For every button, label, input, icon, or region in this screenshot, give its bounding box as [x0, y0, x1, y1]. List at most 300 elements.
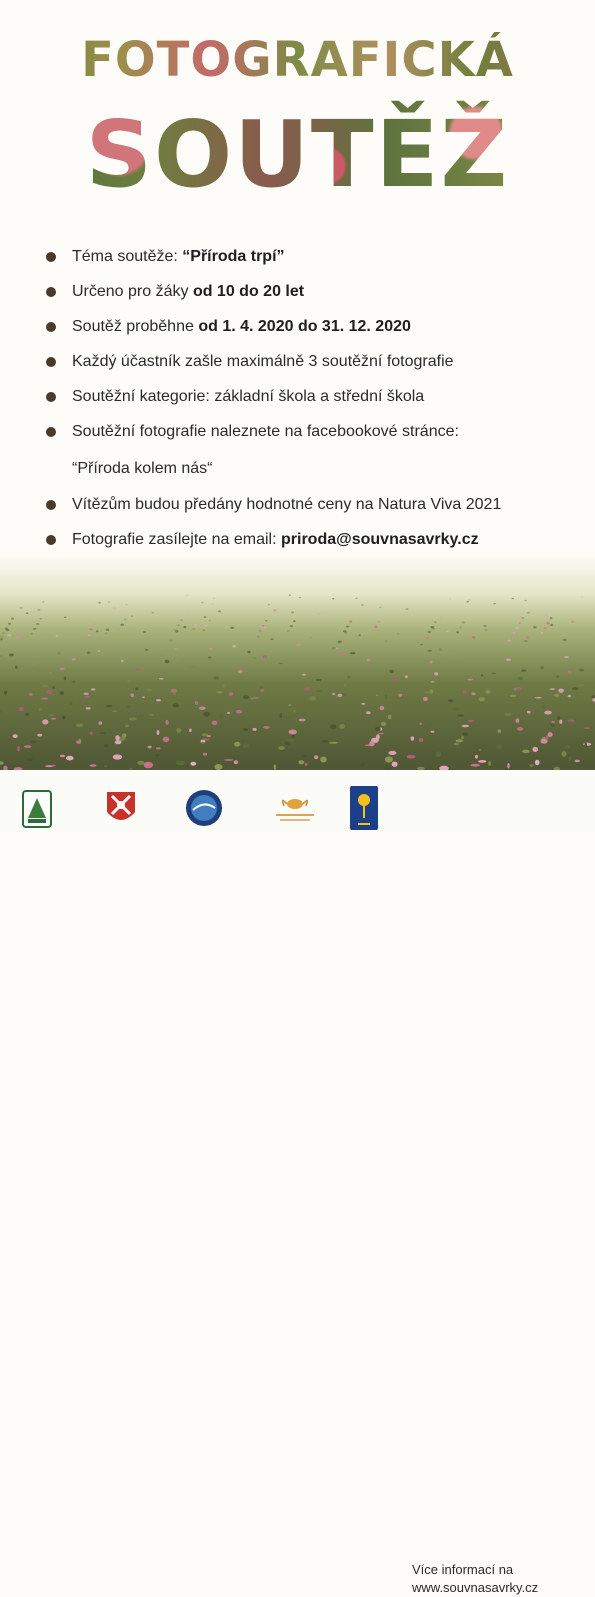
grass-tuft [203, 712, 210, 717]
grass-tuft [42, 684, 48, 687]
flower-blossom [544, 627, 547, 629]
grass-tuft [156, 754, 159, 756]
grass-tuft [8, 623, 11, 625]
grass-tuft [385, 756, 393, 762]
bullet-dot [46, 427, 56, 437]
grass-tuft [169, 639, 173, 641]
grass-tuft [243, 744, 250, 748]
grass-tuft [279, 713, 282, 718]
grass-tuft [463, 732, 469, 735]
grass-tuft [426, 722, 434, 725]
grass-tuft [200, 742, 206, 744]
flower-blossom [91, 688, 95, 690]
flower-blossom [186, 614, 189, 616]
flower-blossom [374, 626, 377, 628]
grass-tuft [286, 738, 294, 742]
flower-blossom [121, 660, 123, 663]
flower-blossom [378, 733, 384, 735]
grass-tuft [176, 761, 185, 766]
grass-tuft [180, 619, 183, 621]
flower-blossom [462, 725, 470, 728]
flower-blossom [98, 650, 101, 652]
grass-tuft [260, 686, 264, 688]
grass-tuft [497, 729, 501, 733]
flower-blossom [20, 607, 23, 609]
flower-blossom [51, 718, 56, 720]
grass-tuft [104, 744, 109, 747]
grass-tuft [533, 626, 536, 628]
grass-tuft [183, 626, 186, 628]
grass-tuft [562, 639, 566, 641]
more-info-label: Více informací na [412, 1562, 514, 1577]
flower-blossom [39, 618, 42, 620]
flower-blossom [305, 763, 308, 766]
grass-tuft [125, 725, 129, 728]
flower-blossom [535, 697, 542, 699]
czs-flower-logo [350, 786, 378, 830]
flower-blossom [366, 711, 371, 714]
flower-blossom [131, 615, 134, 617]
flower-blossom [165, 720, 168, 725]
grass-tuft [430, 626, 434, 628]
grass-tuft [64, 676, 67, 680]
grass-tuft [556, 675, 559, 678]
grass-tuft [143, 631, 146, 633]
grass-tuft [448, 699, 454, 702]
flower-blossom [8, 634, 12, 637]
flower-blossom [332, 693, 335, 695]
flower-blossom [156, 699, 161, 701]
flower-blossom [430, 661, 433, 664]
grass-tuft [58, 652, 61, 655]
grass-tuft [293, 620, 295, 622]
flower-blossom [575, 760, 580, 763]
grass-tuft [289, 594, 291, 596]
flower-blossom [411, 736, 415, 741]
grass-tuft [149, 714, 154, 716]
flower-blossom [398, 694, 402, 697]
rule-facebook [46, 417, 566, 452]
grass-tuft [30, 633, 33, 635]
grass-tuft [254, 657, 256, 659]
flower-blossom [379, 607, 381, 609]
flower-blossom [60, 668, 65, 670]
chef-crest-logo [104, 788, 138, 830]
grass-tuft [72, 681, 76, 684]
grass-tuft [321, 740, 329, 743]
grass-tuft [243, 728, 248, 731]
rule-text: Určeno pro žáky [72, 283, 193, 300]
flower-blossom [273, 609, 276, 611]
flower-blossom [24, 745, 32, 748]
grass-tuft [52, 686, 55, 689]
rule-bold: “Příroda trpí” [182, 248, 285, 265]
grass-tuft [343, 630, 346, 632]
grass-tuft [302, 755, 308, 757]
flower-blossom [212, 721, 218, 726]
grass-tuft [550, 624, 553, 626]
flower-blossom [472, 636, 476, 638]
rule-max-photos [46, 347, 566, 382]
grass-tuft [492, 673, 496, 675]
grass-tuft [217, 691, 222, 693]
flower-blossom [535, 760, 540, 765]
grass-tuft [481, 675, 484, 677]
rule-bold: od 1. 4. 2020 do 31. 12. 2020 [198, 318, 411, 335]
flower-blossom [484, 629, 487, 631]
email-address: priroda@souvnasavrky.cz [281, 531, 479, 548]
flower-blossom [302, 674, 305, 676]
flower-blossom [431, 731, 435, 733]
grass-tuft [265, 620, 268, 622]
grass-tuft [191, 666, 196, 669]
grass-tuft [9, 654, 14, 657]
grass-tuft [151, 674, 155, 676]
grass-tuft [69, 701, 72, 705]
grass-tuft [147, 689, 153, 691]
flower-blossom [19, 707, 24, 711]
flower-blossom [581, 596, 583, 598]
flower-blossom [471, 692, 475, 695]
grass-tuft [287, 630, 290, 632]
flower-blossom [558, 689, 564, 693]
flower-blossom [42, 601, 44, 603]
grass-tuft [39, 709, 43, 711]
grass-tuft [76, 724, 83, 727]
flower-blossom [262, 626, 266, 628]
grass-tuft [332, 598, 334, 600]
grass-tuft [251, 698, 254, 700]
grass-tuft [145, 649, 148, 651]
flower-blossom [431, 681, 435, 683]
rule-text: Soutěžní kategorie: základní škola a střední škola [72, 388, 425, 405]
flower-blossom [541, 632, 544, 634]
grass-tuft [243, 695, 249, 699]
grass-tuft [436, 751, 441, 757]
flower-blossom [171, 689, 178, 693]
flower-blossom [470, 764, 480, 767]
flower-blossom [190, 762, 196, 766]
grass-tuft [159, 655, 164, 657]
flower-blossom [372, 630, 375, 633]
grass-tuft [0, 638, 2, 641]
flower-blossom [209, 648, 213, 650]
grass-tuft [542, 705, 544, 708]
flower-blossom [186, 595, 188, 597]
flower-blossom [380, 706, 385, 711]
flower-blossom [388, 751, 396, 755]
grass-tuft [222, 684, 227, 688]
flower-blossom [209, 619, 211, 621]
flower-blossom [29, 693, 33, 696]
flower-blossom [583, 743, 591, 746]
bullet-dot [46, 252, 56, 262]
grass-tuft [517, 658, 521, 660]
grass-tuft [456, 739, 464, 742]
bullet-dot [46, 287, 56, 297]
grass-tuft [550, 617, 553, 619]
grass-tuft [344, 683, 347, 687]
globe-logo [184, 788, 224, 828]
flower-blossom [157, 730, 160, 735]
flower-blossom [262, 625, 264, 627]
grass-tuft [202, 629, 205, 631]
flower-blossom [405, 675, 408, 678]
grass-tuft [87, 651, 91, 654]
flower-blossom [475, 755, 478, 759]
grass-tuft [453, 708, 459, 712]
grass-tuft [309, 696, 316, 700]
rule-dates [46, 312, 566, 347]
flower-blossom [298, 719, 305, 722]
flower-blossom [559, 720, 562, 724]
grass-tuft [310, 637, 312, 639]
grass-tuft [4, 691, 7, 695]
grass-tuft [454, 743, 459, 746]
flower-blossom [93, 624, 96, 626]
grass-tuft [572, 687, 578, 690]
flower-blossom [113, 754, 122, 759]
grass-tuft [353, 722, 356, 727]
flower-blossom [532, 747, 538, 752]
flower-blossom [66, 756, 74, 761]
more-info [412, 1561, 538, 1597]
grass-tuft [397, 633, 400, 635]
flower-blossom [37, 734, 42, 737]
school-crest-logo [22, 790, 52, 828]
grass-tuft [579, 669, 584, 672]
rule-text: Vítězům budou předány hodnotné ceny na Natura Viva 2021 [72, 496, 502, 513]
flower-blossom [407, 755, 416, 759]
bullet-dot [46, 500, 56, 510]
flower-blossom [125, 604, 128, 606]
flower-blossom [16, 636, 20, 639]
bullet-dot [46, 392, 56, 402]
flower-blossom [72, 658, 76, 661]
flower-blossom [118, 628, 121, 630]
grass-tuft [96, 630, 99, 632]
flower-blossom [18, 633, 21, 635]
grass-tuft [565, 745, 570, 749]
bee-logo [270, 792, 320, 828]
grass-tuft [381, 722, 386, 726]
grass-tuft [522, 750, 530, 754]
grass-tuft [288, 704, 291, 706]
grass-tuft [278, 746, 285, 750]
grass-tuft [192, 628, 195, 630]
grass-tuft [201, 602, 203, 604]
grass-tuft [316, 690, 321, 692]
flower-blossom [367, 659, 371, 662]
grass-tuft [9, 725, 17, 727]
grass-tuft [126, 680, 131, 682]
grass-tuft [504, 713, 511, 716]
grass-tuft [347, 676, 350, 678]
flower-blossom [564, 656, 569, 658]
grass-tuft [530, 764, 534, 766]
grass-tuft [106, 628, 110, 631]
flower-blossom [254, 697, 259, 699]
grass-tuft [62, 716, 65, 720]
flower-blossom [296, 644, 301, 646]
flower-blossom [43, 620, 46, 622]
grass-tuft [462, 622, 466, 624]
grass-tuft [104, 766, 107, 768]
grass-tuft [105, 632, 108, 634]
flower-blossom [260, 690, 264, 692]
grass-tuft [49, 714, 54, 716]
grass-tuft [219, 714, 223, 719]
flower-blossom [467, 679, 472, 681]
grass-tuft [129, 717, 137, 720]
flower-blossom [263, 726, 270, 729]
grass-tuft [270, 638, 274, 640]
rule-topic [46, 242, 566, 277]
flower-blossom [478, 760, 486, 763]
grass-tuft [291, 611, 294, 613]
grass-tuft [26, 758, 33, 761]
grass-tuft [457, 714, 463, 716]
flower-blossom [463, 691, 467, 694]
bullet-dot [46, 535, 56, 545]
grass-tuft [218, 610, 221, 612]
flower-blossom [113, 607, 116, 609]
flower-blossom [304, 687, 310, 690]
flower-blossom [515, 627, 519, 629]
grass-tuft [279, 663, 282, 665]
flower-blossom [584, 727, 590, 729]
rule-text: Fotografie zasílejte na email: [72, 531, 281, 548]
grass-tuft [461, 736, 464, 739]
grass-tuft [60, 691, 64, 695]
grass-tuft [230, 627, 234, 629]
grass-tuft [406, 608, 409, 610]
flower-blossom [446, 630, 449, 632]
grass-tuft [15, 666, 18, 669]
grass-tuft [359, 634, 361, 636]
title-line-2: SOUTĚŽ [0, 100, 595, 210]
flower-blossom [526, 636, 529, 639]
flower-blossom [546, 622, 550, 624]
rules-list [46, 242, 566, 560]
flower-blossom [440, 616, 443, 618]
grass-tuft [234, 742, 240, 747]
flower-blossom [507, 640, 511, 642]
flower-blossom [234, 760, 238, 764]
grass-tuft [32, 664, 37, 666]
flower-blossom [517, 687, 522, 690]
flower-blossom [202, 739, 211, 741]
flower-blossom [232, 645, 236, 648]
meadow-photo [0, 555, 595, 770]
grass-tuft [5, 628, 9, 630]
flower-blossom [156, 747, 161, 749]
grass-tuft [488, 761, 491, 766]
grass-tuft [35, 737, 38, 740]
flower-blossom [527, 711, 531, 714]
grass-tuft [425, 692, 431, 694]
grass-tuft [388, 715, 391, 719]
flower-blossom [203, 753, 207, 756]
flower-blossom [51, 765, 56, 767]
flower-blossom [512, 632, 515, 634]
grass-tuft [112, 710, 117, 712]
grass-tuft [557, 716, 560, 720]
grass-tuft [204, 616, 207, 618]
grass-tuft [98, 602, 101, 604]
flower-blossom [426, 637, 429, 640]
flower-blossom [468, 720, 475, 722]
rule-categories [46, 382, 566, 417]
rule-text: Soutěžní fotografie naleznete na facebookové stránce: [72, 423, 459, 440]
flower-blossom [507, 763, 509, 769]
flower-blossom [115, 740, 122, 744]
grass-tuft [291, 735, 295, 739]
grass-tuft [376, 694, 379, 696]
grass-tuft [518, 677, 523, 680]
flower-blossom [13, 734, 18, 738]
grass-tuft [360, 763, 365, 766]
flower-blossom [369, 741, 374, 746]
grass-tuft [361, 604, 363, 606]
grass-tuft [165, 660, 170, 663]
flower-blossom [86, 707, 91, 709]
grass-tuft [26, 612, 29, 614]
flower-blossom [349, 621, 352, 623]
grass-tuft [521, 670, 526, 672]
flower-blossom [56, 635, 59, 638]
flower-blossom [568, 671, 572, 674]
flower-blossom [548, 732, 553, 737]
flower-blossom [87, 633, 90, 635]
flower-blossom [135, 668, 140, 671]
flower-blossom [213, 598, 215, 600]
flower-blossom [229, 692, 233, 695]
flower-blossom [355, 598, 357, 600]
grass-tuft [11, 618, 14, 620]
flower-blossom [517, 727, 523, 731]
flower-blossom [258, 629, 261, 632]
flower-blossom [96, 619, 99, 621]
flower-blossom [314, 755, 318, 759]
flower-blossom [174, 648, 178, 650]
grass-tuft [385, 640, 388, 642]
grass-tuft [332, 647, 337, 649]
flower-blossom [90, 764, 97, 767]
grass-tuft [389, 670, 393, 673]
website-url: www.souvnasavrky.cz [412, 1580, 539, 1595]
grass-tuft [385, 695, 388, 699]
flower-blossom [60, 755, 65, 758]
flower-blossom [392, 762, 398, 767]
flower-blossom [519, 622, 522, 624]
grass-tuft [550, 723, 555, 726]
grass-tuft [493, 603, 496, 605]
flower-blossom [41, 697, 48, 699]
flower-blossom [84, 696, 90, 698]
grass-tuft [176, 659, 179, 661]
flower-blossom [76, 741, 81, 744]
flower-blossom [550, 688, 555, 690]
flower-blossom [17, 746, 20, 752]
grass-tuft [121, 624, 124, 626]
flower-blossom [361, 703, 365, 705]
grass-tuft [456, 631, 459, 633]
grass-tuft [284, 742, 290, 745]
rule-prizes [46, 490, 566, 525]
grass-tuft [338, 641, 342, 643]
flower-blossom [205, 625, 208, 627]
